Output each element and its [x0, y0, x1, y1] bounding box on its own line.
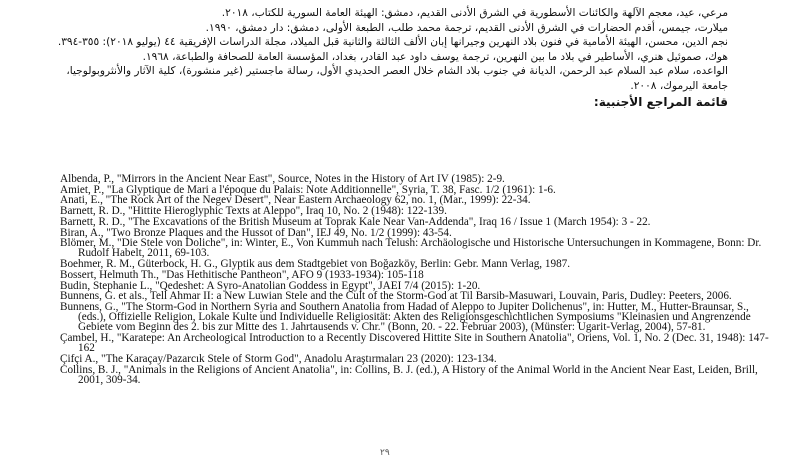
reference-entry: Bunnens, G., "The Storm-God in Northern Syria and Southern Anatolia from Hadad of Aleppo to Jupiter Dolichenus", in: Hutter, M., Hutter-Braunsar, S., (eds.), Offizielle Religion, Lokale Kulte und Individuelle Religiosität: Akten des Religionsgeschichtlichen Symposiums "Kleinasien und Angrenzende Gebiete vom Beginn des 2. bis zur Mitte des 1. Jahrtausends v. Chr." (Bonn, 20. - 22. Februar 2003), (Münster: Ugarit-Verlag, 2004), 57-81.: [60, 300, 751, 334]
foreign-references-heading: قائمة المراجع الأجنبية:: [593, 95, 728, 109]
arabic-reference-entry: الواعده، سلام عبد السلام عبد الرحمن، الديانة في جنوب بلاد الشام خلال العصر الحديدي الأول، رسالة ماجستير (غير منشورة)، كلية الآثار والأنثروبولوجيا، جامعة اليرموك، ٢٠٠٨.: [66, 65, 728, 92]
reference-entry: Biran, A., "Two Bronze Plaques and the Hussot of Dan", IEJ 49, No. 1/2 (1999): 43-54.: [60, 226, 452, 239]
reference-entry: Albenda, P., "Mirrors in the Ancient Near East", Source, Notes in the History of Art IV (1985): 2-9.: [60, 173, 505, 185]
reference-entry: Çifçi A., "The Karaçay/Pazarcık Stele of Storm God", Anadolu Araştırmaları 23 (2020): 123-134.: [60, 352, 497, 365]
reference-entry: Collins, B. J., "Animals in the Religions of Ancient Anatolia", in: Collins, B. J. (ed.), A History of the Animal World in the Ancient Near East, Leiden, Brill, 2001, 309-34.: [60, 363, 758, 386]
reference-entry: Barnett, R. D., "The Excavations of the British Museum at Toprak Kale Near Van-Addenda", Iraq 16 / Issue 1 (March 1954): 3 - 22.: [60, 215, 651, 228]
reference-entry: Budin, Stephanie L., "Qedeshet: A Syro-Anatolian Goddess in Egypt", JAEI 7/4 (2015): 1-20.: [60, 279, 481, 292]
arabic-reference-entry: نجم الدين، محسن، الهيئة الأمامية في فنون بلاد النهرين وجيرانها إبان الألف الثالثة والثانية قبل الميلاد، مجلة الدراسات الإفريقية ٤٤ (يوليو ٢٠١٨): ٣٥٥-٣٩٤.: [57, 36, 728, 48]
arabic-reference-entry: مرعي، عيد، معجم الآلهة والكائنات الأسطورية في الشرق الأدنى القديم، دمشق: الهيئة العامة السورية للكتاب، ٢٠١٨.: [221, 7, 728, 19]
reference-entry: Barnett, R. D., "Hittite Hieroglyphic Texts at Aleppo", Iraq 10, No. 2 (1948): 122-139.: [60, 205, 447, 218]
arabic-reference-entry: ميلارت، جيمس، أقدم الحضارات في الشرق الأدنى القديم، ترجمة محمد طلب، الطبعة الأولى، دمشق: دار دمشق، ١٩٩٠.: [205, 21, 728, 34]
reference-entry: Bossert, Helmuth Th., "Das Hethitische Pantheon", AFO 9 (1933-1934): 105-118: [60, 268, 424, 281]
reference-entry: Boehmer, R. M., Güterbock, H. G., Glyptik aus dem Stadtgebiet von Boğazköy, Berlin: Gebr. Mann Verlag, 1987.: [60, 258, 571, 271]
reference-entry: Anati, E., "The Rock Art of the Negev Desert", Near Eastern Archaeology 62, no. 1, (Mar., 1999): 22-34.: [60, 194, 531, 207]
reference-entry: Bunnens, G. et als., Tell Ahmar II: a New Luwian Stele and the Cult of the Storm-God at Til Barsib-Masuwari, Louvain, Paris, Dudley: Peeters, 2006.: [60, 290, 732, 303]
arabic-reference-entry: هوك، صموئيل هنري، الأساطير في بلاد ما بين النهرين، ترجمة يوسف داود عبد القادر، بغداد، المؤسسة العامة للصحافة والطباعة، ١٩٦٨.: [142, 50, 728, 63]
reference-entry: Çambel, H., "Karatepe: An Archeological Introduction to a Recently Discovered Hittite Site in Southern Anatolia", Oriens, Vol. 1, No. 2 (Dec. 31, 1948): 147-162: [60, 332, 769, 355]
arabic-references-section: [0, 6, 800, 110]
reference-entry: Blömer, M., "Die Stele von Doliche", in: Winter, E., Von Kummuh nach Telush: Archäologische und Historische Untersuchungen in Kommagene, Bonn: Dr. Rudolf Habelt, 2011, 69-103.: [60, 237, 762, 260]
page-number: ٢٩: [380, 448, 390, 458]
foreign-references-list: [60, 174, 770, 386]
reference-entry: Amiet, P., "La Glyptique de Mari a l'époque du Palais: Note Additionnelle", Syria, T. 38, Fasc. 1/2 (1961): 1-6.: [60, 183, 556, 196]
